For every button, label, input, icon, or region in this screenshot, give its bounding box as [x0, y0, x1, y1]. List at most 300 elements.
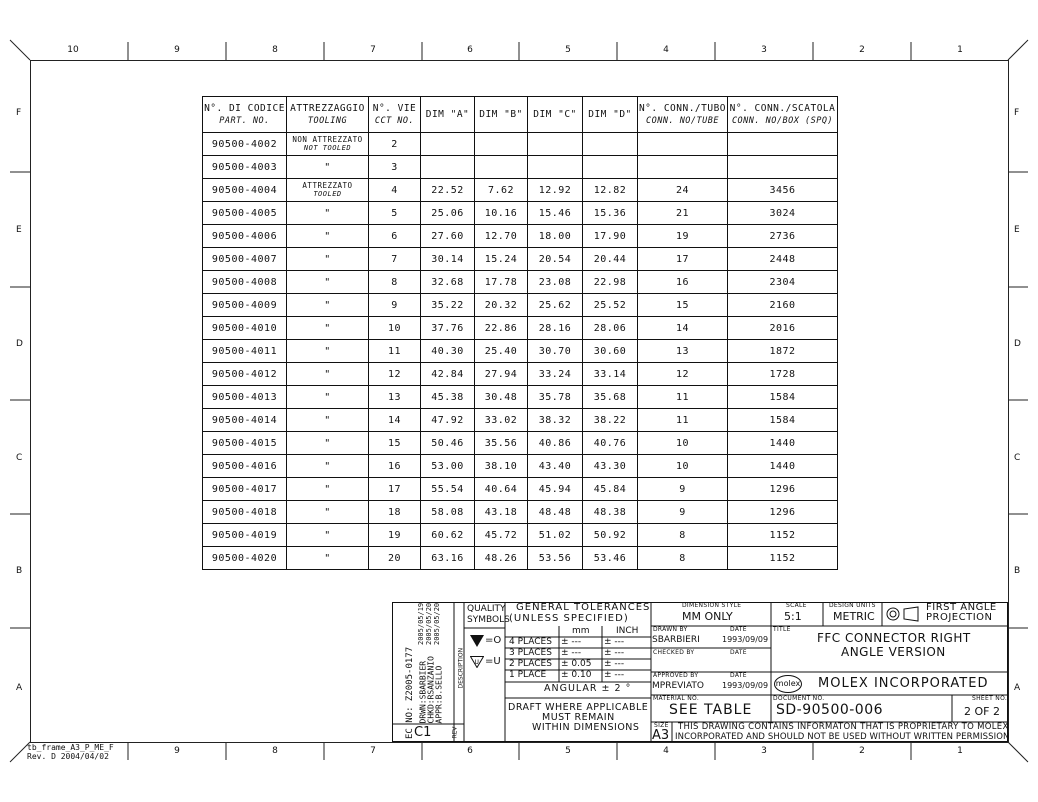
- cell-a: 45.38: [421, 386, 475, 409]
- cell-c: 48.48: [528, 501, 583, 524]
- cell-a: 42.84: [421, 363, 475, 386]
- cell-d: 25.52: [583, 294, 638, 317]
- zone-col-top: 8: [272, 45, 278, 55]
- cell-tube: 8: [638, 524, 728, 547]
- quality-symbol-2: =U: [485, 656, 501, 667]
- drawing-title-2: ANGLE VERSION: [841, 645, 946, 659]
- zone-row-left: B: [16, 566, 23, 576]
- tooling-label: ": [324, 299, 331, 311]
- scale-label: SCALE: [786, 602, 807, 609]
- cell-c: 40.86: [528, 432, 583, 455]
- cell-cct: 19: [369, 524, 421, 547]
- cell-part: 90500-4018: [203, 501, 287, 524]
- cell-part: 90500-4007: [203, 248, 287, 271]
- draft-note-3: WITHIN DIMENSIONS: [532, 722, 640, 733]
- cell-c: 25.62: [528, 294, 583, 317]
- tooling-label: ": [324, 460, 331, 472]
- zone-col-top: 9: [174, 45, 180, 55]
- tooling-label: NON ATTREZZATO: [292, 135, 363, 144]
- cell-box: 1440: [728, 455, 838, 478]
- drawn-date: 1993/09/09: [722, 635, 769, 644]
- cell-a: 50.46: [421, 432, 475, 455]
- cell-part: 90500-4013: [203, 386, 287, 409]
- company-name: MOLEX INCORPORATED: [818, 676, 989, 691]
- checked-by-label: CHECKED BY: [653, 649, 695, 656]
- cell-tube: [638, 156, 728, 179]
- sheet-label: SHEET NO.: [972, 695, 1008, 702]
- cell-d: 48.38: [583, 501, 638, 524]
- cell-tooling: [287, 294, 369, 317]
- zone-row-left: F: [16, 108, 22, 118]
- rev-date-3: 2005/05/20: [433, 602, 441, 645]
- cell-d: 45.84: [583, 478, 638, 501]
- zone-col-bottom: 9: [174, 746, 180, 756]
- dimension-style: MM ONLY: [682, 610, 733, 623]
- rev-ec-number: EC NO: Z2005-0177: [405, 646, 415, 739]
- cell-tube: 24: [638, 179, 728, 202]
- table-row: [203, 317, 838, 340]
- cell-d: 43.30: [583, 455, 638, 478]
- column-header: [287, 97, 369, 133]
- cell-b: 10.16: [475, 202, 528, 225]
- cell-c: 15.46: [528, 202, 583, 225]
- cell-box: 3024: [728, 202, 838, 225]
- cell-a: 22.52: [421, 179, 475, 202]
- zone-row-right: F: [1014, 108, 1020, 118]
- cell-c: 38.32: [528, 409, 583, 432]
- table-row: [203, 409, 838, 432]
- cell-part: 90500-4014: [203, 409, 287, 432]
- cell-a: 60.62: [421, 524, 475, 547]
- cell-d: 33.14: [583, 363, 638, 386]
- tolerance-angular: ANGULAR ± 2 °: [544, 683, 632, 694]
- proprietary-notice-1: THIS DRAWING CONTAINS INFORMATON THAT IS PROPRIETARY TO MOLEX: [678, 722, 1009, 732]
- cell-part: 90500-4006: [203, 225, 287, 248]
- cell-box: 1152: [728, 547, 838, 570]
- cell-part: 90500-4015: [203, 432, 287, 455]
- column-header-label: DIM "B": [479, 109, 523, 120]
- cell-tooling: [287, 501, 369, 524]
- cell-tube: 16: [638, 271, 728, 294]
- cell-box: 1728: [728, 363, 838, 386]
- cell-c: 30.70: [528, 340, 583, 363]
- cell-b: 38.10: [475, 455, 528, 478]
- zone-col-top: 6: [467, 45, 473, 55]
- design-units: METRIC: [833, 610, 875, 623]
- cell-box: [728, 156, 838, 179]
- table-row: [203, 179, 838, 202]
- cell-cct: 7: [369, 248, 421, 271]
- cell-part: 90500-4005: [203, 202, 287, 225]
- zone-col-top: 10: [67, 45, 79, 55]
- table-row: [203, 294, 838, 317]
- cell-part: 90500-4016: [203, 455, 287, 478]
- material-label: MATERIAL NO.: [653, 695, 700, 702]
- tolerance-col-mm: mm: [572, 626, 590, 636]
- cell-c: 45.94: [528, 478, 583, 501]
- table-row: [203, 340, 838, 363]
- column-header: [421, 97, 475, 133]
- drawn-by-label: DRAWN BY: [653, 626, 688, 633]
- frame-revision: Rev. D 2004/04/02: [27, 752, 109, 761]
- cell-c: 28.16: [528, 317, 583, 340]
- dimension-style-label: DIMENSION STYLE: [682, 602, 742, 609]
- cell-a: 55.54: [421, 478, 475, 501]
- draft-note-2: MUST REMAIN: [542, 712, 615, 723]
- cell-box: 1584: [728, 386, 838, 409]
- cell-part: 90500-4011: [203, 340, 287, 363]
- column-header-label: DIM "C": [533, 109, 577, 120]
- tolerance-label: 2 PLACES: [509, 659, 552, 669]
- cell-tooling: [287, 409, 369, 432]
- column-header: [728, 97, 838, 133]
- cell-cct: 5: [369, 202, 421, 225]
- tolerance-mm: ± 0.05: [561, 659, 592, 669]
- cell-d: 40.76: [583, 432, 638, 455]
- cell-a: 32.68: [421, 271, 475, 294]
- cell-box: 1872: [728, 340, 838, 363]
- cell-tube: 9: [638, 501, 728, 524]
- cell-b: 30.48: [475, 386, 528, 409]
- zone-col-top: 1: [957, 45, 963, 55]
- cell-cct: 14: [369, 409, 421, 432]
- cell-b: [475, 156, 528, 179]
- table-row: [203, 225, 838, 248]
- molex-logo: molex: [774, 675, 802, 693]
- cell-a: [421, 133, 475, 156]
- zone-col-bottom: 6: [467, 746, 473, 756]
- zone-col-bottom: 4: [663, 746, 669, 756]
- cell-tooling: [287, 317, 369, 340]
- table-row: [203, 432, 838, 455]
- table-header-row: [203, 97, 838, 133]
- cell-tooling: [287, 524, 369, 547]
- rev-description-label: DESCRIPTION: [457, 647, 465, 689]
- cell-d: 38.22: [583, 409, 638, 432]
- tolerance-mm: ± 0.10: [561, 670, 592, 680]
- cell-tooling: [287, 271, 369, 294]
- column-header-label: N°. VIE: [372, 102, 417, 114]
- cell-c: 53.56: [528, 547, 583, 570]
- column-header-label: DIM "D": [588, 109, 632, 120]
- rev-label: REV: [451, 726, 459, 739]
- zone-col-top: 2: [859, 45, 865, 55]
- table-row: [203, 202, 838, 225]
- column-header-label: N°. CONN./TUBO: [638, 102, 727, 114]
- scale-value: 5:1: [784, 610, 802, 623]
- quality-triangle-filled-icon: [470, 635, 484, 647]
- cell-tube: 11: [638, 409, 728, 432]
- cell-d: 50.92: [583, 524, 638, 547]
- tooling-label: ": [324, 529, 331, 541]
- cell-b: 20.32: [475, 294, 528, 317]
- column-header: [583, 97, 638, 133]
- cell-b: 22.86: [475, 317, 528, 340]
- cell-tooling: [287, 179, 369, 202]
- cell-tube: 10: [638, 455, 728, 478]
- cell-cct: 12: [369, 363, 421, 386]
- projection-line-2: PROJECTION: [926, 612, 993, 623]
- cell-box: 2304: [728, 271, 838, 294]
- rev-approved: APPR:B.SELLO: [434, 665, 444, 724]
- quality-symbols-label: SYMBOLS: [467, 615, 510, 625]
- cell-cct: 4: [369, 179, 421, 202]
- tooling-label: ": [324, 207, 331, 219]
- cell-c: 33.24: [528, 363, 583, 386]
- table-row: [203, 547, 838, 570]
- table-row: [203, 455, 838, 478]
- proprietary-notice-2: INCORPORATED AND SHOULD NOT BE USED WITHOUT WRITTEN PERMISSION: [675, 732, 1010, 742]
- sheet-number: 2 OF 2: [964, 705, 1000, 718]
- cell-a: 35.22: [421, 294, 475, 317]
- cell-cct: 9: [369, 294, 421, 317]
- tolerance-inch: ± ---: [604, 637, 625, 647]
- zone-col-top: 3: [761, 45, 767, 55]
- quality-label: QUALITY: [467, 604, 506, 614]
- cell-b: 43.18: [475, 501, 528, 524]
- table-row: [203, 271, 838, 294]
- drawing-title-1: FFC CONNECTOR RIGHT: [817, 631, 971, 645]
- cell-box: 1440: [728, 432, 838, 455]
- cell-tooling: [287, 156, 369, 179]
- tooling-label: ATTREZZATO: [302, 181, 353, 190]
- cell-d: 53.46: [583, 547, 638, 570]
- cell-part: 90500-4003: [203, 156, 287, 179]
- cell-b: 17.78: [475, 271, 528, 294]
- cell-d: 20.44: [583, 248, 638, 271]
- zone-col-bottom: 5: [565, 746, 571, 756]
- cell-c: 43.40: [528, 455, 583, 478]
- table-body: [203, 133, 838, 570]
- zone-row-left: D: [16, 339, 23, 349]
- cell-a: 27.60: [421, 225, 475, 248]
- tooling-label: ": [324, 368, 331, 380]
- cell-c: 20.54: [528, 248, 583, 271]
- cell-b: 12.70: [475, 225, 528, 248]
- tolerance-col-inch: INCH: [616, 626, 639, 636]
- tolerance-inch: ± ---: [604, 648, 625, 658]
- tolerance-inch: ± ---: [604, 670, 625, 680]
- rev-date-1: 2005/05/19: [417, 602, 425, 645]
- tooling-label: ": [324, 345, 331, 357]
- cell-tube: 21: [638, 202, 728, 225]
- tooling-label: ": [324, 483, 331, 495]
- cell-tube: 17: [638, 248, 728, 271]
- cell-c: 23.08: [528, 271, 583, 294]
- cell-d: 15.36: [583, 202, 638, 225]
- cell-d: [583, 156, 638, 179]
- parts-table: [202, 96, 838, 570]
- column-header: [528, 97, 583, 133]
- cell-c: [528, 133, 583, 156]
- cell-a: 58.08: [421, 501, 475, 524]
- cell-d: 28.06: [583, 317, 638, 340]
- title-label: TITLE: [773, 626, 791, 633]
- cell-box: 1296: [728, 478, 838, 501]
- cell-a: 37.76: [421, 317, 475, 340]
- cell-b: 7.62: [475, 179, 528, 202]
- column-header-sublabel: CCT NO.: [374, 115, 415, 126]
- cell-tooling: [287, 133, 369, 156]
- column-header: [369, 97, 421, 133]
- column-header-sublabel: PART. NO.: [219, 115, 270, 126]
- draft-note-1: DRAFT WHERE APPLICABLE: [508, 702, 649, 713]
- cell-tooling: [287, 547, 369, 570]
- cell-a: 30.14: [421, 248, 475, 271]
- approved-by: MPREVIATO: [652, 681, 704, 691]
- quality-symbol-1: =O: [485, 635, 502, 646]
- tolerance-subtitle: (UNLESS SPECIFIED): [509, 613, 629, 624]
- zone-row-left: E: [16, 225, 22, 235]
- cell-c: 51.02: [528, 524, 583, 547]
- zone-row-right: A: [1014, 683, 1021, 693]
- cell-cct: 6: [369, 225, 421, 248]
- table-row: [203, 386, 838, 409]
- column-header: [475, 97, 528, 133]
- cell-box: [728, 133, 838, 156]
- column-header-label: N°. CONN./SCATOLA: [729, 102, 836, 114]
- frame-name: tb_frame_A3_P_ME_F: [27, 743, 114, 752]
- cell-d: 17.90: [583, 225, 638, 248]
- cell-tooling: [287, 202, 369, 225]
- tolerance-mm: ± ---: [561, 637, 582, 647]
- cell-box: 2160: [728, 294, 838, 317]
- tooling-label: ": [324, 161, 331, 173]
- tooling-label: ": [324, 437, 331, 449]
- cell-box: 1296: [728, 501, 838, 524]
- cell-d: [583, 133, 638, 156]
- tooling-sublabel: TOOLED: [313, 190, 342, 198]
- table-row: [203, 524, 838, 547]
- projection-line-1: FIRST ANGLE: [926, 602, 997, 613]
- size-value: A3: [652, 728, 670, 743]
- cell-d: 35.68: [583, 386, 638, 409]
- zone-col-bottom: 1: [957, 746, 963, 756]
- cell-b: 25.40: [475, 340, 528, 363]
- zone-row-right: E: [1014, 225, 1020, 235]
- document-number: SD-90500-006: [776, 702, 884, 718]
- cell-cct: 18: [369, 501, 421, 524]
- tolerance-label: 3 PLACES: [509, 648, 552, 658]
- material-value: SEE TABLE: [669, 702, 753, 718]
- cell-c: 18.00: [528, 225, 583, 248]
- cell-cct: 8: [369, 271, 421, 294]
- cell-tube: [638, 133, 728, 156]
- zone-col-top: 7: [370, 45, 376, 55]
- cell-tooling: [287, 478, 369, 501]
- table-row: [203, 478, 838, 501]
- column-header: [638, 97, 728, 133]
- cell-box: 2448: [728, 248, 838, 271]
- rev-date-2: 2005/05/20: [425, 602, 433, 645]
- tooling-label: ": [324, 230, 331, 242]
- tooling-label: ": [324, 414, 331, 426]
- tooling-label: ": [324, 506, 331, 518]
- zone-col-bottom: 3: [761, 746, 767, 756]
- tolerance-inch: ± ---: [604, 659, 625, 669]
- title-block: [392, 602, 1008, 742]
- column-header-label: ATTREZZAGGIO: [290, 102, 365, 114]
- cell-cct: 13: [369, 386, 421, 409]
- rev-drawn: DRWN:SBARBIER: [418, 660, 428, 724]
- cell-a: 47.92: [421, 409, 475, 432]
- cell-cct: 11: [369, 340, 421, 363]
- column-header: [203, 97, 287, 133]
- cell-tube: 9: [638, 478, 728, 501]
- cell-c: [528, 156, 583, 179]
- size-label: SIZE: [654, 722, 669, 729]
- tolerance-label: 4 PLACES: [509, 637, 552, 647]
- cell-cct: 16: [369, 455, 421, 478]
- cell-a: 25.06: [421, 202, 475, 225]
- cell-part: 90500-4010: [203, 317, 287, 340]
- cell-a: 53.00: [421, 455, 475, 478]
- zone-row-right: C: [1014, 453, 1021, 463]
- drawn-by: SBARBIERI: [652, 635, 700, 645]
- cell-box: 1584: [728, 409, 838, 432]
- cell-b: [475, 133, 528, 156]
- cell-tube: 14: [638, 317, 728, 340]
- tooling-label: ": [324, 253, 331, 265]
- cell-b: 45.72: [475, 524, 528, 547]
- cell-tooling: [287, 363, 369, 386]
- cell-box: 2016: [728, 317, 838, 340]
- design-units-label: DESIGN UNITS: [829, 602, 876, 609]
- cell-tooling: [287, 248, 369, 271]
- cell-d: 22.98: [583, 271, 638, 294]
- cell-b: 40.64: [475, 478, 528, 501]
- approved-date: 1993/09/09: [722, 681, 769, 690]
- cell-b: 33.02: [475, 409, 528, 432]
- column-header-label: DIM "A": [425, 109, 470, 120]
- cell-tube: 12: [638, 363, 728, 386]
- approved-date-label: DATE: [730, 672, 747, 679]
- cell-a: 40.30: [421, 340, 475, 363]
- cell-box: 3456: [728, 179, 838, 202]
- table-row: [203, 248, 838, 271]
- zone-row-right: B: [1014, 566, 1021, 576]
- table-row: [203, 133, 838, 156]
- cell-tooling: [287, 386, 369, 409]
- table-row: [203, 363, 838, 386]
- tolerance-label: 1 PLACE: [509, 670, 547, 680]
- cell-part: 90500-4008: [203, 271, 287, 294]
- cell-box: 1152: [728, 524, 838, 547]
- tooling-label: ": [324, 552, 331, 564]
- tooling-label: ": [324, 276, 331, 288]
- approved-by-label: APPROVED BY: [653, 672, 699, 679]
- cell-part: 90500-4019: [203, 524, 287, 547]
- zone-row-right: D: [1014, 339, 1021, 349]
- cell-b: 15.24: [475, 248, 528, 271]
- zone-row-left: C: [16, 453, 23, 463]
- cell-b: 35.56: [475, 432, 528, 455]
- cell-cct: 2: [369, 133, 421, 156]
- zone-col-top: 5: [565, 45, 571, 55]
- cell-tube: 15: [638, 294, 728, 317]
- zone-col-bottom: 8: [272, 746, 278, 756]
- cell-cct: 20: [369, 547, 421, 570]
- tolerance-title: GENERAL TOLERANCES: [516, 602, 651, 613]
- checked-date-label: DATE: [730, 649, 747, 656]
- zone-col-bottom: 7: [370, 746, 376, 756]
- cell-tube: 13: [638, 340, 728, 363]
- cell-part: 90500-4002: [203, 133, 287, 156]
- cell-part: 90500-4004: [203, 179, 287, 202]
- tooling-label: ": [324, 322, 331, 334]
- drawn-date-label: DATE: [730, 626, 747, 633]
- first-angle-projection-icon: [886, 606, 922, 622]
